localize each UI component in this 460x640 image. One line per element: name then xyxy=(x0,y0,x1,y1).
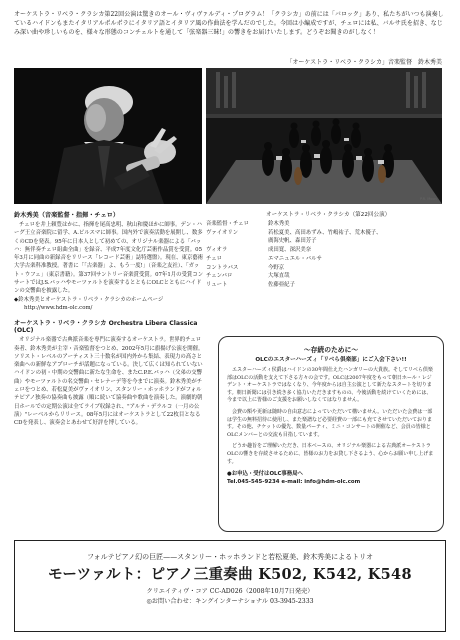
bio-url[interactable]: http://www.hdm-olc.com/ xyxy=(24,304,93,311)
olc-heading: オーケストラ・リベラ・クラシカ Orchestra Libera Classica (OLC) xyxy=(14,320,198,335)
cast-row xyxy=(206,246,442,255)
intro-credit: 「オーケストラ・リベラ・クラシカ」音楽監督 鈴木秀美 xyxy=(286,59,442,66)
support-contact-info[interactable]: Tel.045-545-9234 e-mail: info@hdm-olc.com xyxy=(227,479,361,486)
cast-role: チェロ xyxy=(206,255,223,262)
cd-subtitle: フォルテピアノ幻の巨匠——スタンリー・ホッホランドと若松夏美、鈴木秀美によるトリオ xyxy=(86,553,374,561)
cast-row xyxy=(206,272,442,281)
cast-role: ヴァイオリン xyxy=(206,229,239,236)
bio-heading: 鈴木秀美（音楽監督・指揮・チェロ） xyxy=(14,212,120,219)
bio-text: チェロを井上頼豊はかに、指揮を尾高忠明、秋山和慶ほかに師事。デン・ハーグ王立音楽院に留学、A.ビルスマに師事。国内外で演奏活動を展開し、数多くのCDを発表。95年に日本人として初めての、オリジナル楽器による「バッハ：無伴奏チェロ組曲全曲」を録音、平成7年度文化庁芸術作品賞を受賞。05年3月に同曲の新録音をリリース「レコード芸術」誌特選盤）。現在、東京藝術大学古楽科准教授。著書に「「古楽器」よ、もう一度!」（音楽之友社）、「ガット・ウフェ」（東京書籍）。第37回サントリー音楽賞受賞。07年1月の受賞コンサートではJ.S.バッハやモーツァルトを演奏するとともにOLCとともにハイドンの交響曲を披露した。 xyxy=(14,222,204,295)
cast-role: チェンバロ xyxy=(206,273,233,280)
cast-row xyxy=(206,264,442,273)
bio-homepage-link[interactable]: ◆鈴木秀美とオーケストラ・リベラ・クラシカのホームページ xyxy=(14,296,164,303)
intro-section xyxy=(14,10,446,68)
support-contact-label: ●お申込・受付はOLC事務局へ xyxy=(227,471,303,478)
cast-role xyxy=(206,237,268,246)
biography-column xyxy=(14,210,204,428)
cast-names: 成田寛、深沢美奈 xyxy=(268,247,312,254)
cast-title: オーケストラ・リベラ・クラシカ（第22回公演） xyxy=(266,212,391,218)
support-box xyxy=(218,336,444,532)
cd-label: クリエイティヴ・コア CC-AD026（2008年10月7日発売） xyxy=(146,588,314,595)
cast-row xyxy=(206,229,442,238)
cast-names: エマニュエル・バルサ xyxy=(268,255,322,262)
support-subtitle: OLCのエスターハーズィ「リベら倶楽部」にご入会下さい!! xyxy=(255,357,407,363)
cast-role: ヴィオラ xyxy=(206,247,228,254)
cast-names: 若松夏美、高田あずみ、竹嶋祐子、荒木優子、 xyxy=(268,229,382,236)
cast-row xyxy=(206,281,442,290)
conductor-photo xyxy=(14,68,202,204)
olc-text: オリジナル楽器で古典派音楽を専門に演奏するオーケストラ。世界的チェロ奏者、鈴木秀美が主宰・音楽監督をつとめ、2002年5月に旗揚げ公演を開催。ソリスト・レベルのアーティスト三十数名が国内外から集結、表現力の高さと楽曲への新鮮なアプローチが話題になっている。決して広くは知られていないハイドンの初・中期の交響曲に新たな生命を、またC.P.E.バッハ（父弟の交響曲）やモーツァルトの名交響曲・セレナーデ等を今までに演奏。鈴木秀美がチェロをつとめ、若松夏美がヴァイオリン、スタンリー・ホッホランドがフォルテピアノ独奏の協奏曲も披露（順に続いて協奏曲や歌曲を演奏した。演劇的朝日ホールでの定期公演は全てライブ収録され、"アルテ・デラルコ（一月の公演）"レーベルからリリース。08年5月にはオーケストラとして22枚目となるCDを発表し、演奏会とあわせて好評を博している。 xyxy=(14,337,204,427)
cast-row xyxy=(206,237,442,246)
cd-contact: ◎お問い合わせ：キングインターナショナル 03-3945-2333 xyxy=(146,597,314,605)
cast-role: リュート xyxy=(206,281,228,288)
cast-role: 音楽監督・チェロ xyxy=(206,221,249,227)
support-title: 〜存続のために〜 xyxy=(303,346,359,354)
cast-names: 廣海史帆、森田芳子 xyxy=(268,238,317,245)
cast-names: 佐藤亜紀子 xyxy=(268,281,295,288)
cd-ad-box xyxy=(14,540,446,632)
cast-role: コントラバス xyxy=(206,264,239,271)
intro-text: オーケストラ・リベラ・クラシカ第22回公演は驚きのオール・ヴィヴァルディ・プログラム！「クラシカ」の前には「バロック」あり、私たちがいつも演奏しているハイドンもまたイタリアルポルポラにイタリア語とイタリア風の作曲法を学んだのでした。今回は小編成ですが、チェロには私、バルサ氏を招き、なじみ深い曲や珍しいものを、様々な形態のコンチェルトを通して「弦楽器三昧!」の響きをお届けいたします。どうぞお聞きのがしなく！ xyxy=(14,11,444,37)
cast-names: 大塚直哉 xyxy=(268,273,290,280)
support-text-2: 会費の額や更新は随時の自由意志によっていただいて構いません。いただいた会費は一部は学生の無料招待に使用し、また楽譜など必要経費の一部にも充てさせていただいております。その他、チケットの優先、数量パーティ、ミニ・コンサートの開催など、会員の皆様とOLCメンバーとの交流も目指しています。 xyxy=(227,408,433,438)
support-text-3: どうか趣旨をご理解いただき、日本ベースの、オリジナル楽器による古典派オーケストラOLCの響きを存続させるために、皆様のお力をお貸し下さるよう、心からお願い申し上げます。 xyxy=(227,443,434,465)
cast-list xyxy=(206,210,442,290)
photo-caption: P.R. Moon xyxy=(420,197,437,201)
cast-row xyxy=(206,220,442,229)
support-text-1: エスターハーズィ侯爵はハイドンの30年間仕えたハンガリーの大貴族。そしてリベら倶楽部はOLCの活動を支えて下さる方々の会です。OLCは2007年度をもって朝日ホール・レジデント・オーケストラではなくなり、今年度からは自主公演として新たなスタートを切ります。朝日新聞には引き続き多く協力いただきますものの、今後活動を続けていくためには、今まで以上に皆様のご支援をお願いしなくてはなりません。 xyxy=(227,367,433,404)
cast-names: 鈴木秀美 xyxy=(268,221,290,227)
cast-names: 今野京 xyxy=(268,264,285,271)
cast-row xyxy=(206,255,442,264)
orchestra-photo xyxy=(206,68,442,204)
cd-title: モーツァルト：ピアノ三重奏曲 K502, K542, K548 xyxy=(48,566,412,583)
